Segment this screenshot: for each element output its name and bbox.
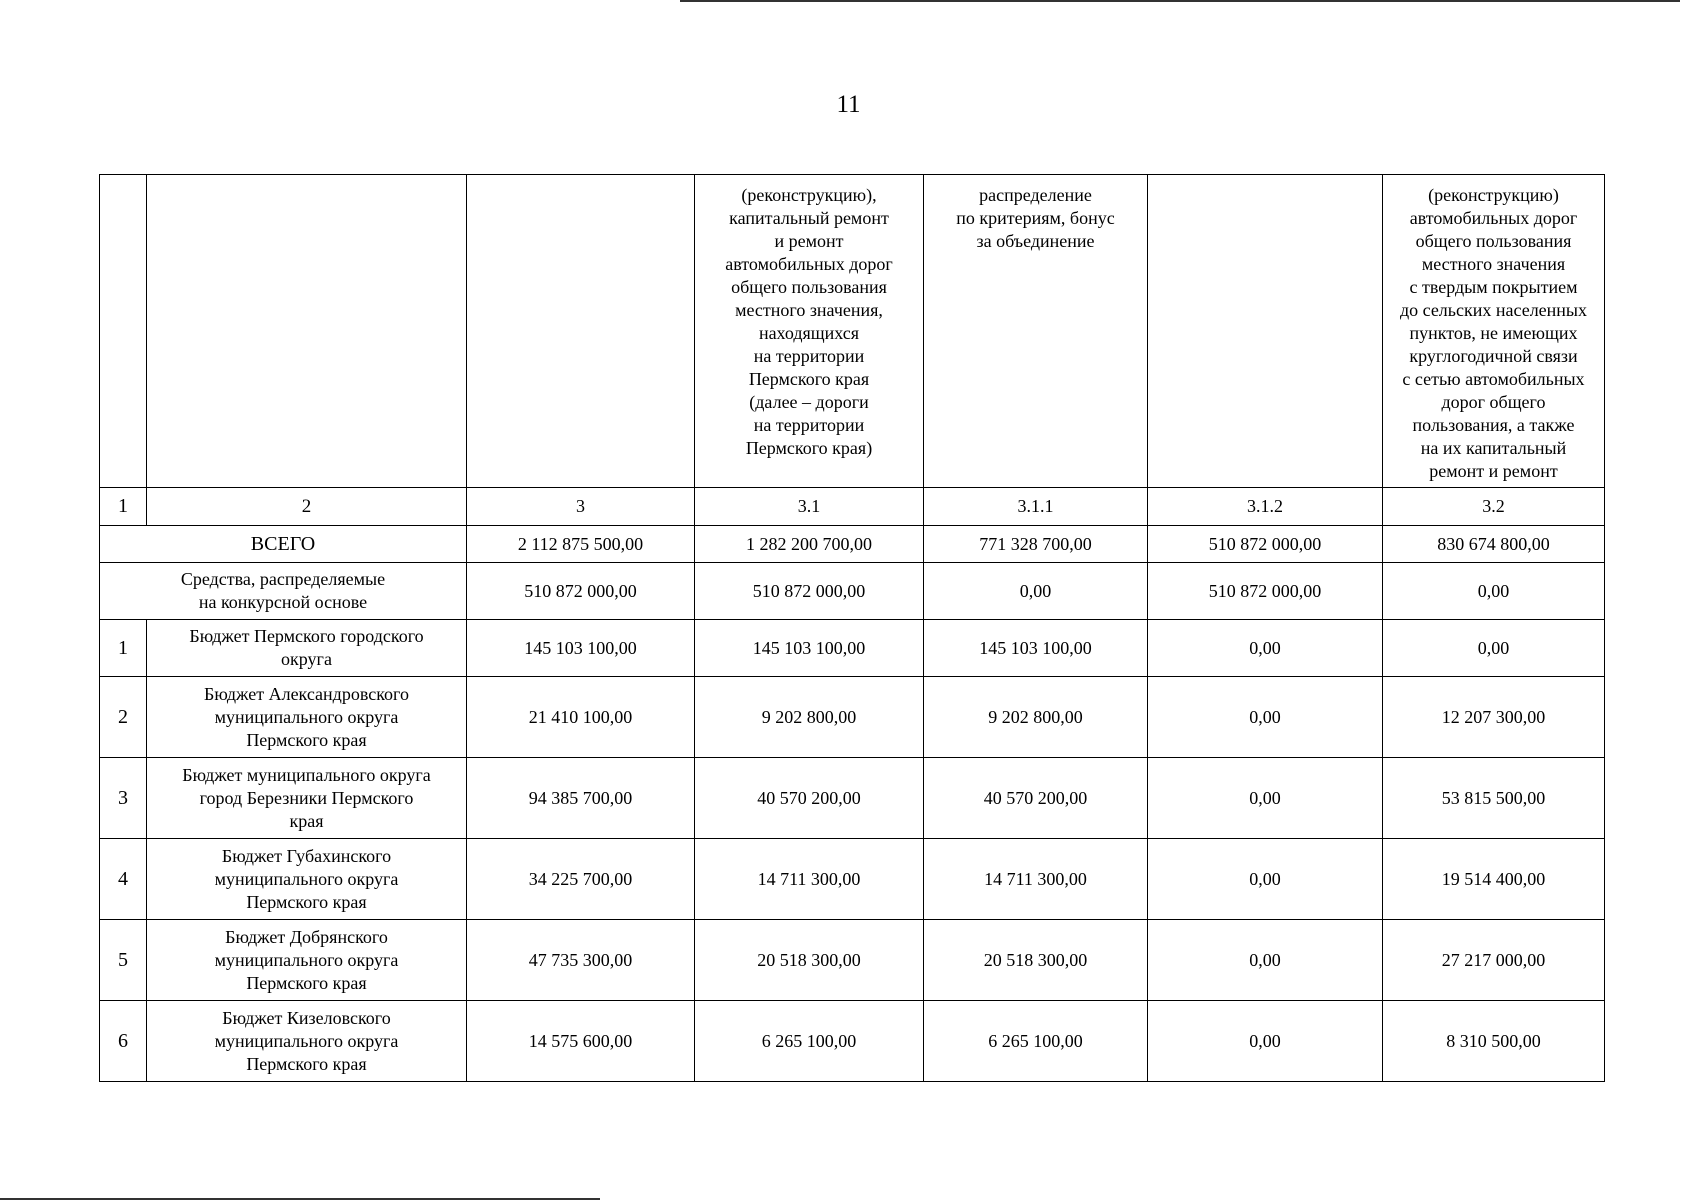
row-value: 14 711 300,00 [695, 839, 924, 920]
budget-table [99, 174, 1605, 1082]
column-number: 3.2 [1383, 488, 1605, 526]
table-row [100, 620, 1605, 677]
competitive-value: 510 872 000,00 [467, 563, 695, 620]
row-value: 0,00 [1148, 920, 1383, 1001]
column-number: 1 [100, 488, 147, 526]
competitive-value: 0,00 [924, 563, 1148, 620]
row-value: 53 815 500,00 [1383, 758, 1605, 839]
table-row [100, 1001, 1605, 1082]
competitive-row [100, 563, 1605, 620]
row-number: 2 [100, 677, 147, 758]
header-cell-3 [467, 175, 695, 488]
total-label: ВСЕГО [100, 526, 467, 563]
total-value: 830 674 800,00 [1383, 526, 1605, 563]
row-value: 0,00 [1148, 620, 1383, 677]
header-cell-3-2 [1383, 175, 1605, 488]
row-value: 14 575 600,00 [467, 1001, 695, 1082]
scan-edge-bottom [0, 1198, 600, 1200]
page-number: 11 [836, 91, 861, 118]
row-value: 0,00 [1148, 1001, 1383, 1082]
row-value: 14 711 300,00 [924, 839, 1148, 920]
row-value: 27 217 000,00 [1383, 920, 1605, 1001]
total-value: 2 112 875 500,00 [467, 526, 695, 563]
budget-name: Бюджет муниципального округа город Березники Пермского края [147, 758, 467, 839]
row-value: 19 514 400,00 [1383, 839, 1605, 920]
row-number: 3 [100, 758, 147, 839]
row-number: 4 [100, 839, 147, 920]
row-value: 47 735 300,00 [467, 920, 695, 1001]
row-value: 0,00 [1148, 758, 1383, 839]
row-value: 20 518 300,00 [695, 920, 924, 1001]
header-text-3-2: (реконструкцию) автомобильных дорог общего пользования местного значения с твердым покрытием до сельских населенных пунктов, не имеющих круглогодичной связи с сетью автомобильных дорог общего пользования, а также на их капитальный ремонт и ремонт [1399, 185, 1588, 481]
row-value: 6 265 100,00 [924, 1001, 1148, 1082]
total-value: 1 282 200 700,00 [695, 526, 924, 563]
row-value: 0,00 [1148, 677, 1383, 758]
header-text-3-1-1: распределение по критериям, бонус за объединение [956, 185, 1115, 251]
budget-name: Бюджет Кизеловского муниципального округа Пермского края [147, 1001, 467, 1082]
competitive-value: 0,00 [1383, 563, 1605, 620]
row-value: 0,00 [1148, 839, 1383, 920]
total-row [100, 526, 1605, 563]
row-number: 5 [100, 920, 147, 1001]
row-value: 145 103 100,00 [467, 620, 695, 677]
column-number-row [100, 488, 1605, 526]
competitive-value: 510 872 000,00 [695, 563, 924, 620]
competitive-label: Средства, распределяемые на конкурсной основе [100, 563, 467, 620]
row-value: 21 410 100,00 [467, 677, 695, 758]
table-row [100, 758, 1605, 839]
row-value: 20 518 300,00 [924, 920, 1148, 1001]
scan-edge-top [680, 0, 1680, 2]
header-row [100, 175, 1605, 488]
header-cell-3-1-1 [924, 175, 1148, 488]
row-value: 145 103 100,00 [695, 620, 924, 677]
header-cell-2 [147, 175, 467, 488]
column-number: 3.1 [695, 488, 924, 526]
row-value: 40 570 200,00 [695, 758, 924, 839]
column-number: 3.1.2 [1148, 488, 1383, 526]
column-number: 3.1.1 [924, 488, 1148, 526]
table-row [100, 677, 1605, 758]
row-value: 0,00 [1383, 620, 1605, 677]
competitive-value: 510 872 000,00 [1148, 563, 1383, 620]
row-value: 94 385 700,00 [467, 758, 695, 839]
row-number: 6 [100, 1001, 147, 1082]
header-cell-3-1 [695, 175, 924, 488]
column-number: 2 [147, 488, 467, 526]
total-value: 771 328 700,00 [924, 526, 1148, 563]
column-number: 3 [467, 488, 695, 526]
budget-name: Бюджет Пермского городского округа [147, 620, 467, 677]
row-value: 9 202 800,00 [695, 677, 924, 758]
row-value: 34 225 700,00 [467, 839, 695, 920]
table-row [100, 920, 1605, 1001]
header-cell-1 [100, 175, 147, 488]
header-text-3-1: (реконструкцию), капитальный ремонт и ремонт автомобильных дорог общего пользования местного значения, находящихся на территории Пермского края (далее – дороги на территории Пермского края) [725, 185, 893, 458]
row-value: 8 310 500,00 [1383, 1001, 1605, 1082]
header-cell-3-1-2 [1148, 175, 1383, 488]
row-value: 145 103 100,00 [924, 620, 1148, 677]
budget-name: Бюджет Добрянского муниципального округа Пермского края [147, 920, 467, 1001]
row-value: 40 570 200,00 [924, 758, 1148, 839]
total-value: 510 872 000,00 [1148, 526, 1383, 563]
row-value: 6 265 100,00 [695, 1001, 924, 1082]
budget-name: Бюджет Александровского муниципального округа Пермского края [147, 677, 467, 758]
table-row [100, 839, 1605, 920]
row-number: 1 [100, 620, 147, 677]
budget-name: Бюджет Губахинского муниципального округа Пермского края [147, 839, 467, 920]
row-value: 12 207 300,00 [1383, 677, 1605, 758]
row-value: 9 202 800,00 [924, 677, 1148, 758]
